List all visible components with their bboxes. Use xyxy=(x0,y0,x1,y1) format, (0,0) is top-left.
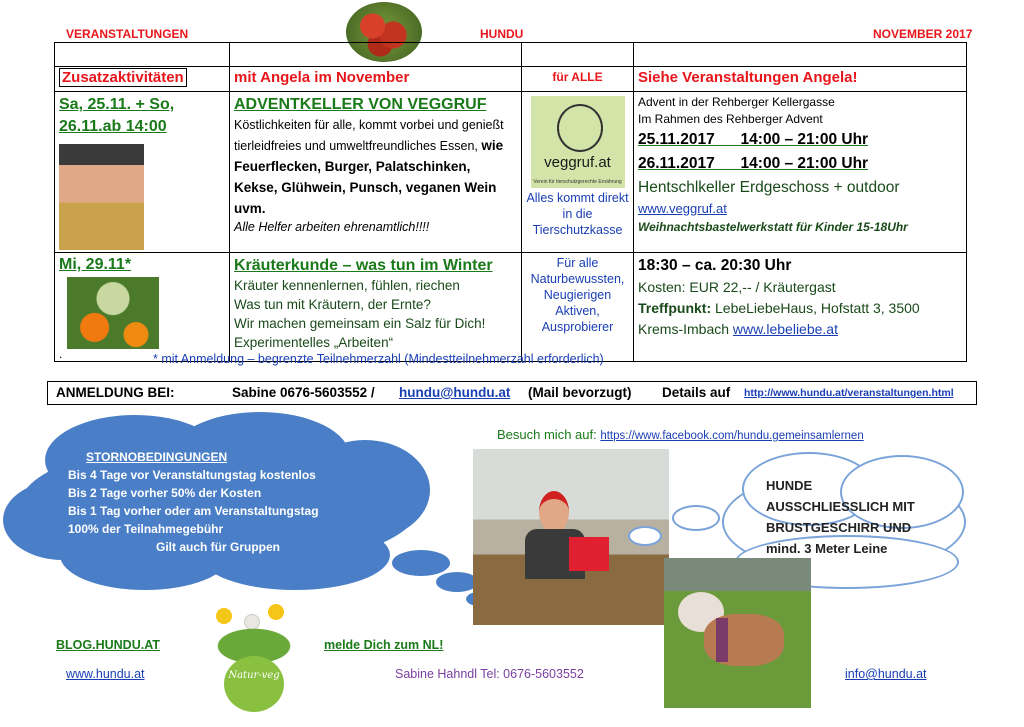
row2-line3: Wir machen gemeinsam ein Salz für Dich! xyxy=(234,316,486,331)
facebook-label: Besuch mich auf: xyxy=(497,427,597,442)
row1-datetime2: 26.11.2017 14:00 – 21:00 Uhr xyxy=(638,155,869,172)
row2-who: Für alle Naturbewussten, Neugierigen Aktiven, Ausprobierer xyxy=(530,256,625,334)
signup-box xyxy=(47,381,977,405)
row1-url[interactable]: www.veggruf.at xyxy=(638,201,727,216)
row2-line2: Was tun mit Kräutern, der Ernte? xyxy=(234,297,431,312)
header-center: HUNDU xyxy=(480,27,524,41)
natur-veg-logo xyxy=(204,600,304,715)
footer-mail[interactable]: info@hundu.at xyxy=(845,667,927,681)
row1-date1: Sa, 25.11. + So, xyxy=(59,96,175,113)
dog-rules-line2: AUSSCHLIESSLICH MIT xyxy=(766,499,915,514)
storno-line3: Bis 1 Tag vorher oder am Veranstaltungstag xyxy=(68,504,319,518)
row1-kids: Weihnachtsbastelwerkstatt für Kinder 15-18Uhr xyxy=(638,220,908,234)
dog-photo xyxy=(664,558,811,708)
dog-rules-line4: mind. 3 Meter Leine xyxy=(766,541,888,556)
row1-info2: Im Rahmen des Rehberger Advent xyxy=(638,112,823,126)
header-right: NOVEMBER 2017 xyxy=(873,27,973,41)
head-fuer-alle: für ALLE xyxy=(552,70,603,84)
row1-desc xyxy=(234,116,517,219)
events-table xyxy=(54,42,967,362)
footer-site[interactable]: www.hundu.at xyxy=(66,667,145,681)
row1-place: Hentschlkeller Erdgeschoss + outdoor xyxy=(638,179,900,196)
row2-meet: LebeLiebeHaus, Hofstatt 3, 3500 xyxy=(715,300,920,316)
row2-date: Mi, 29.11* xyxy=(59,256,132,273)
veggruf-logo-sub: Verein für tierschutzgerechte Ernährung xyxy=(533,179,622,185)
storno-line2: Bis 2 Tage vorher 50% der Kosten xyxy=(68,486,262,500)
storno-text xyxy=(68,448,319,556)
row2-cost: Kosten: EUR 22,-- / Kräutergast xyxy=(638,279,836,295)
footer-blog[interactable]: BLOG.HUNDU.AT xyxy=(56,638,160,652)
signup-mail[interactable]: hundu@hundu.at xyxy=(399,385,511,400)
header-left: VERANSTALTUNGEN xyxy=(66,27,189,41)
signup-label: ANMELDUNG BEI: xyxy=(56,385,175,400)
footer-newsletter[interactable]: melde Dich zum NL! xyxy=(324,638,444,652)
facebook-url[interactable]: https://www.facebook.com/hundu.gemeinsamlernen xyxy=(600,430,864,442)
signup-pref: (Mail bevorzugt) xyxy=(528,385,632,400)
row1-datetime1: 25.11.2017 14:00 – 21:00 Uhr xyxy=(638,131,869,148)
row2-meet-label: Treffpunkt: xyxy=(638,300,712,316)
herbs-photo xyxy=(67,277,159,349)
row1-who: Alles kommt direkt in die Tierschutzkasse xyxy=(526,191,629,237)
head-siehe: Siehe Veranstaltungen Angela! xyxy=(638,69,858,86)
row2-line4: Experimentelles „Arbeiten“ xyxy=(234,335,394,350)
signup-url[interactable]: http://www.hundu.at/veranstaltungen.html xyxy=(744,387,954,399)
row2-title: Kräuterkunde – was tun im Winter xyxy=(234,257,493,274)
dog-rules-text xyxy=(766,475,915,559)
row1-desc-text: Köstlichkeiten für alle, kommt vorbei und genießt tierleidfreies und umweltfreundliches Essen, xyxy=(234,118,504,153)
dog-rules-line3: BRUSTGESCHIRR UND xyxy=(766,520,912,535)
storno-line1: Bis 4 Tage vor Veranstaltungstag kostenlos xyxy=(68,468,316,482)
row2-url[interactable]: www.lebeliebe.at xyxy=(732,321,838,337)
veggruf-logo-text: veggruf.at xyxy=(544,154,611,171)
storno-line4: 100% der Teilnahmegebühr xyxy=(68,522,224,536)
row1-date2: 26.11.ab 14:00 xyxy=(59,118,167,135)
head-angela: mit Angela im November xyxy=(234,69,410,86)
row2-town-line xyxy=(638,319,962,340)
row1-helper-note: Alle Helfer arbeiten ehrenamtlich!!!! xyxy=(234,220,430,234)
natur-veg-text: Natur-veg xyxy=(228,670,280,681)
row2-line1: Kräuter kennenlernen, fühlen, riechen xyxy=(234,278,460,293)
veggruf-animal-icon xyxy=(557,104,603,152)
row1-desc-bold: wie Feuerflecken, Burger, Palatschinken, Kekse, Glühwein, Punsch, veganen Wein uvm. xyxy=(234,138,504,216)
row2-dot: . xyxy=(59,347,63,361)
storno-line5: Gilt auch für Gruppen xyxy=(156,540,281,554)
row2-meeting xyxy=(638,298,962,319)
person-photo xyxy=(59,144,144,250)
dog-rules-line1: HUNDE xyxy=(766,478,813,493)
row1-info1: Advent in der Rehberger Kellergasse xyxy=(638,95,835,109)
signup-details: Details auf xyxy=(662,385,731,400)
head-zusatz: Zusatzaktivitäten xyxy=(59,68,187,87)
row2-town: Krems-Imbach xyxy=(638,321,730,337)
facebook-line xyxy=(497,427,864,442)
registration-note: * mit Anmeldung – begrenzte Teilnehmerzahl (Mindestteilnehmerzahl erforderlich) xyxy=(153,352,604,366)
footer-contact: Sabine Hahndl Tel: 0676-5603552 xyxy=(395,667,584,681)
veggruf-logo xyxy=(531,96,625,188)
signup-name: Sabine 0676-5603552 / xyxy=(232,385,375,400)
dandelion-icon xyxy=(216,608,232,624)
storno-title: STORNOBEDINGUNGEN xyxy=(86,450,228,464)
row1-title: ADVENTKELLER VON VEGGRUF xyxy=(234,96,487,113)
row2-time: 18:30 – ca. 20:30 Uhr xyxy=(638,257,792,274)
